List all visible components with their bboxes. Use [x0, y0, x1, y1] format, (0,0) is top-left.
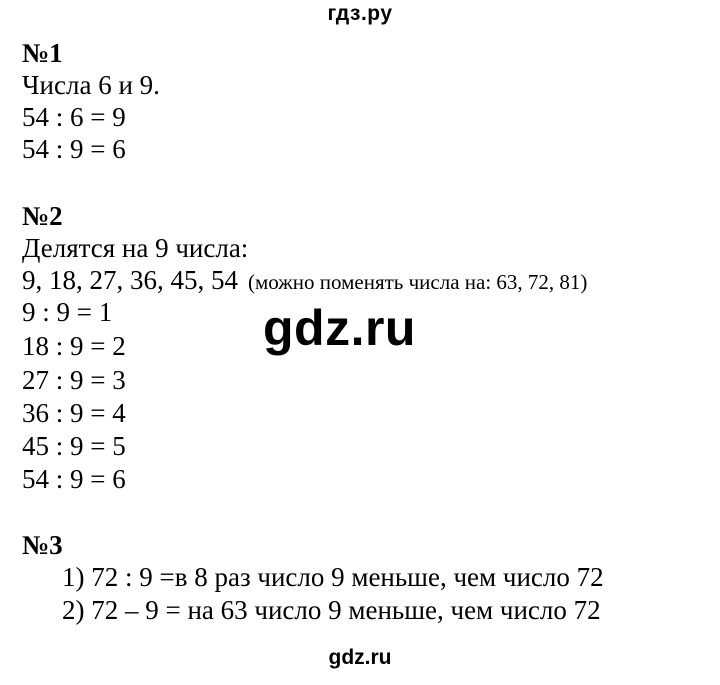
task-2-line-1: 9 : 9 = 1 [22, 297, 113, 327]
task-2-intro: Делятся на 9 числа: [22, 233, 249, 263]
task-2-note: (можно поменять числа на: 63, 72, 81) [248, 270, 588, 294]
site-header: гдз.ру [327, 2, 393, 25]
task-3-line-1: 1) 72 : 9 =в 8 раз число 9 меньше, чем число 72 [62, 562, 604, 592]
task-2-line-3: 27 : 9 = 3 [22, 365, 126, 395]
task-1-line-2: 54 : 6 = 9 [22, 102, 126, 132]
task-2-line-5: 45 : 9 = 5 [22, 431, 126, 461]
task-2-line-2: 18 : 9 = 2 [22, 331, 126, 361]
task-2-numbers: 9, 18, 27, 36, 45, 54 [22, 265, 238, 295]
site-footer: gdz.ru [328, 646, 392, 669]
task-1-title: №1 [22, 38, 63, 68]
task-1-line-3: 54 : 9 = 6 [22, 134, 126, 164]
task-3-line-2: 2) 72 – 9 = на 63 число 9 меньше, чем число 72 [62, 595, 601, 625]
task-3-title: №3 [22, 530, 63, 560]
task-2-line-4: 36 : 9 = 4 [22, 398, 126, 428]
task-2-line-6: 54 : 9 = 6 [22, 464, 126, 494]
task-1-line-1: Числа 6 и 9. [22, 70, 160, 100]
watermark: gdz.ru [263, 300, 416, 356]
task-2-title: №2 [22, 201, 63, 231]
task-2-numbers-line [22, 267, 587, 294]
